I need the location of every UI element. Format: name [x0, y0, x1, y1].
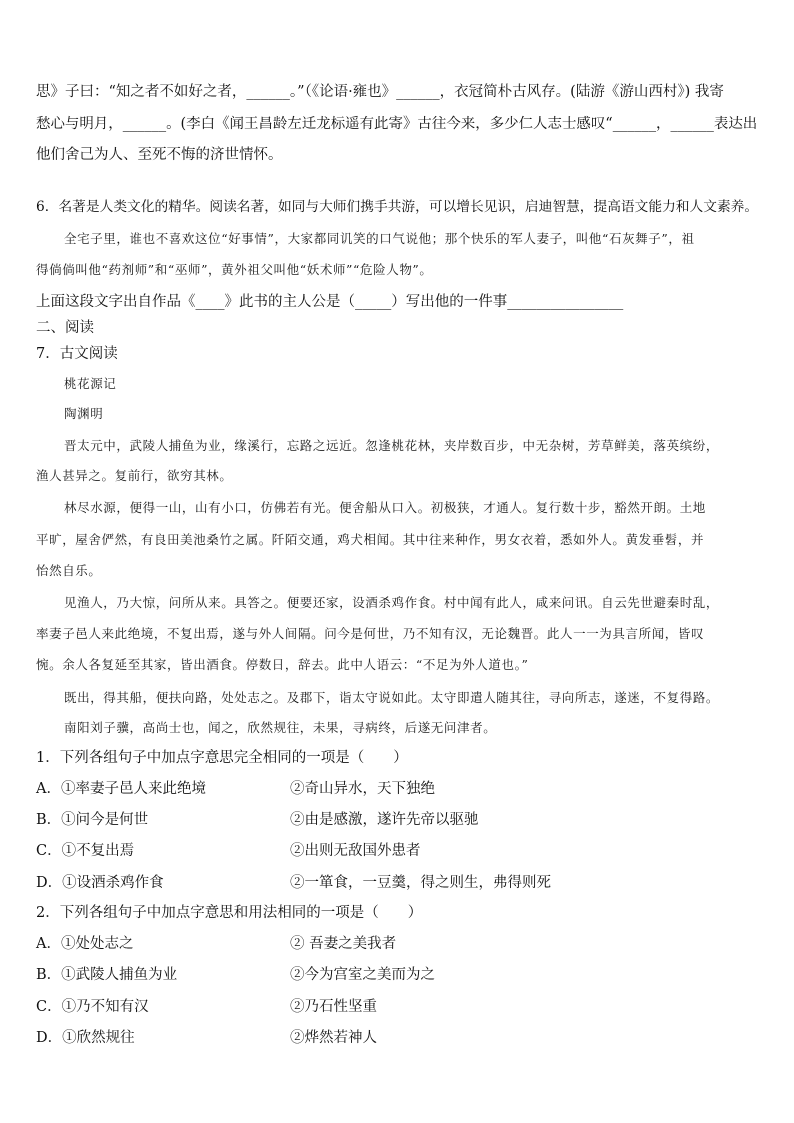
option-text-1: ①不复出焉: [61, 843, 135, 859]
mcq1-option-d[interactable]: [36, 873, 758, 893]
passage-line: 晋太元中，武陵人捕鱼为业，缘溪行，忘路之远近。忽逢桃花林，夹岸数百步，中无杂树，芳草鲜美，落英缤纷，: [64, 438, 720, 453]
q6-excerpt-line-1: 全宅子里，谁也不喜欢这位“好事情”，大家都同讥笑的口气说他；那个快乐的军人妻子，叫他“石灰舞子”，祖: [64, 231, 695, 246]
q5-line-1: 思》子曰：“知之者不如好之者，______。”（《论语·雍也》______，衣冠简朴古风存。(陆游《游山西村》) 我寄: [36, 84, 724, 100]
passage-line: 惋。余人各复延至其家，皆出酒食。停数日，辞去。此中人语云：“不足为外人道也。”: [36, 657, 529, 672]
option-label: C．: [36, 843, 62, 859]
option-label: A．: [36, 936, 61, 952]
q6-prompt: 6．名著是人类文化的精华。阅读名著，如同与大师们携手共游，可以增长见识，启迪智慧，提高语文能力和人文素养。: [36, 199, 759, 215]
option-label: A．: [36, 781, 61, 797]
option-label: B．: [36, 812, 62, 828]
option-label: D．: [36, 875, 63, 891]
option-text-1: ①率妻子邑人来此绝境: [60, 781, 206, 797]
q5-line-2: 愁心与明月，______。(李白《闻王昌龄左迁龙标遥有此寄》古往今来，多少仁人志士感叹“______，______表达出: [36, 116, 758, 132]
passage-line: 林尽水源，便得一山，山有小口，仿佛若有光。便舍船从口入。初极狭，才通人。复行数十步，豁然开朗。土地: [64, 500, 706, 515]
mcq1-option-b[interactable]: [36, 810, 758, 830]
option-text-1: ①欣然规往: [62, 1030, 135, 1046]
option-text-1: ①武陵人捕鱼为业: [61, 967, 178, 983]
option-text-2: ②烨然若神人: [290, 1030, 377, 1046]
mcq2-option-c[interactable]: [36, 997, 758, 1017]
option-text-2: ②今为宫室之美而为之: [290, 967, 435, 983]
option-text-2: ②由是感激，遂许先帝以驱驰: [290, 812, 479, 828]
option-text-2: ② 吾妻之美我者: [290, 936, 397, 952]
mcq2-stem: 2．下列各组句子中加点字意思和用法相同的一项是（ ）: [36, 905, 423, 921]
mcq2-option-b[interactable]: [36, 965, 758, 985]
passage-line: 平旷，屋舍俨然，有良田美池桑竹之属。阡陌交通，鸡犬相闻。其中往来种作，男女衣着，悉如外人。黄发垂髫，并: [36, 532, 705, 547]
option-label: D．: [36, 1030, 63, 1046]
mcq2-option-d[interactable]: [36, 1028, 758, 1048]
option-text-1: ①设酒杀鸡作食: [62, 875, 164, 891]
option-label: B．: [36, 967, 62, 983]
option-text-1: ①乃不知有汉: [61, 999, 149, 1015]
passage-line: 怡然自乐。: [36, 563, 102, 578]
mcq1-stem: 1．下列各组句子中加点字意思完全相同的一项是（ ）: [36, 750, 408, 766]
q6-excerpt-line-2: 得倘倘叫他“药剂师”和“巫师”，黄外祖父叫他“妖术师”“危险人物”。: [36, 262, 433, 277]
option-text-1: ①处处志之: [60, 936, 134, 952]
section-heading-reading: 二、阅读: [36, 320, 94, 336]
passage-line: 既出，得其船，便扶向路，处处志之。及郡下，诣太守说如此。太守即遣人随其往，寻向所志，遂迷，不复得路。: [64, 690, 720, 705]
mcq2-option-a[interactable]: [36, 934, 758, 954]
q6-question: 上面这段文字出自作品《____》此书的主人公是（_____）写出他的一件事________________: [36, 294, 624, 310]
passage-line: 渔人甚异之。复前行，欲穷其林。: [36, 468, 233, 483]
passage-title: 桃花源记: [64, 376, 117, 391]
passage-line: 率妻子邑人来此绝境，不复出焉，遂与外人间隔。问今是何世，乃不知有汉，无论魏晋。此人一一为具言所闻，皆叹: [36, 626, 705, 641]
passage-author: 陶渊明: [64, 406, 104, 421]
passage-line: 南阳刘子骥，高尚士也，闻之，欣然规往，未果，寻病终，后遂无问津者。: [64, 720, 497, 735]
option-text-2: ②乃石性坚重: [290, 999, 377, 1015]
option-text-2: ②一箪食，一豆羹，得之则生，弗得则死: [290, 875, 551, 891]
q5-line-3: 他们舍己为人、至死不悔的济世情怀。: [36, 147, 283, 163]
option-text-2: ②奇山异水，天下独绝: [290, 781, 435, 797]
option-label: C．: [36, 999, 62, 1015]
mcq1-option-c[interactable]: [36, 841, 758, 861]
passage-line: 见渔人，乃大惊，问所从来。具答之。便要还家，设酒杀鸡作食。村中闻有此人，咸来问讯。自云先世避秦时乱，: [64, 595, 720, 610]
mcq1-option-a[interactable]: [36, 779, 758, 799]
option-text-2: ②出则无敌国外患者: [290, 843, 421, 859]
option-text-1: ①问今是何世: [61, 812, 149, 828]
q7-heading: 7．古文阅读: [36, 346, 118, 362]
